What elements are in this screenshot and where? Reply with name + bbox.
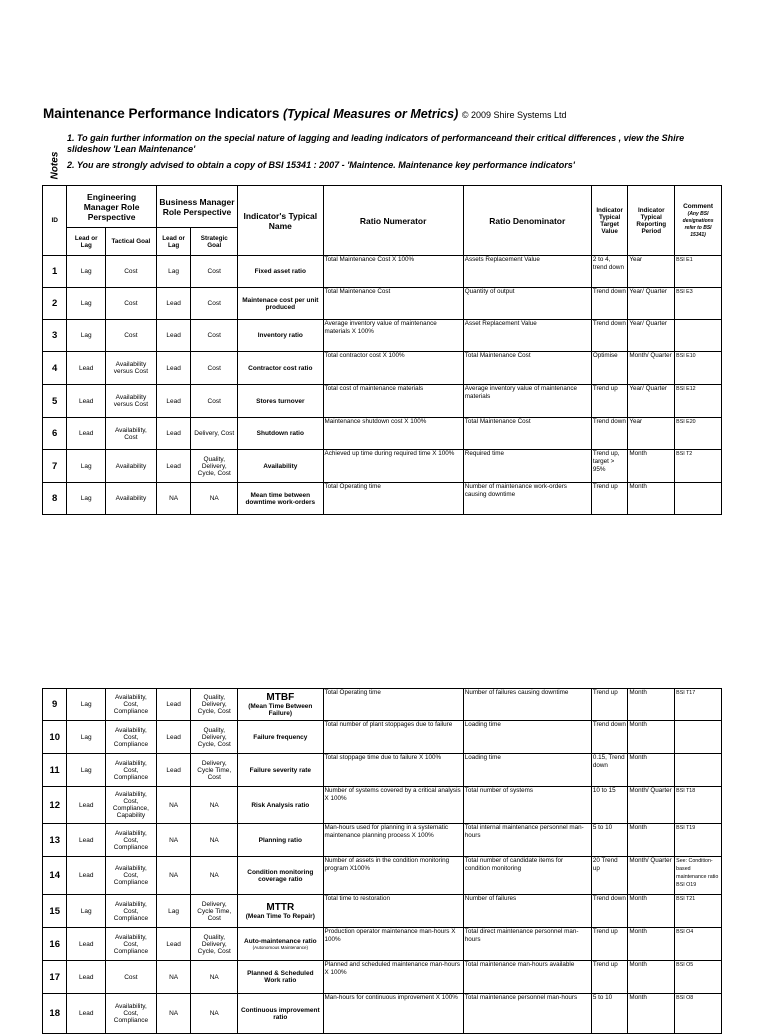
target-value: Trend down bbox=[591, 721, 628, 754]
row-id: 7 bbox=[43, 450, 67, 483]
eng-lead-lag: Lead bbox=[67, 857, 106, 895]
target-value: Trend down bbox=[591, 895, 628, 928]
reporting-period: Month bbox=[628, 754, 675, 787]
header-strategic-goal: Strategic Goal bbox=[191, 228, 238, 256]
bus-lead-lag: NA bbox=[156, 994, 191, 1034]
table-row bbox=[43, 418, 722, 450]
reporting-period: Month bbox=[628, 928, 675, 961]
row-id: 16 bbox=[43, 928, 67, 961]
bus-lead-lag: Lead bbox=[156, 352, 191, 385]
comment: See: Condition-based maintenance ratio BSI O19 bbox=[675, 857, 722, 895]
ratio-denominator: Loading time bbox=[463, 721, 591, 754]
eng-lead-lag: Lead bbox=[67, 928, 106, 961]
tactical-goal: Availability bbox=[106, 450, 157, 483]
bus-lead-lag: NA bbox=[156, 857, 191, 895]
reporting-period: Month bbox=[628, 450, 675, 483]
ratio-numerator: Achieved up time during required time X 100% bbox=[323, 450, 463, 483]
target-value: Trend up bbox=[591, 483, 628, 515]
indicator-name-subtitle: (Mean Time Between Failure) bbox=[248, 703, 313, 717]
indicator-name-text: Auto-maintenance ratio bbox=[244, 938, 317, 945]
target-value: Optimise bbox=[591, 352, 628, 385]
row-id: 10 bbox=[43, 721, 67, 754]
eng-lead-lag: Lag bbox=[67, 483, 106, 515]
comment: BSI E1 bbox=[675, 256, 722, 288]
table-row bbox=[43, 450, 722, 483]
ratio-numerator: Total Maintenance Cost bbox=[323, 288, 463, 320]
table-row bbox=[43, 994, 722, 1034]
reporting-period: Month bbox=[628, 689, 675, 721]
eng-lead-lag: Lag bbox=[67, 721, 106, 754]
table-row bbox=[43, 721, 722, 754]
row-id: 18 bbox=[43, 994, 67, 1034]
bus-lead-lag: NA bbox=[156, 824, 191, 857]
indicator-name bbox=[238, 928, 323, 961]
target-value: 10 to 15 bbox=[591, 787, 628, 824]
target-value: 0.15, Trend down bbox=[591, 754, 628, 787]
target-value: 5 to 10 bbox=[591, 994, 628, 1034]
tactical-goal: Availability, Cost, Compliance bbox=[106, 857, 157, 895]
tactical-goal: Cost bbox=[106, 288, 157, 320]
header-denominator: Ratio Denominator bbox=[463, 186, 591, 256]
target-value: Trend down bbox=[591, 320, 628, 352]
indicator-name: Maintenace cost per unit produced bbox=[238, 288, 323, 320]
strategic-goal: Delivery, Cycle Time, Cost bbox=[191, 895, 238, 928]
ratio-denominator: Asset Replacement Value bbox=[463, 320, 591, 352]
strategic-goal: Quality, Delivery, Cycle, Cost bbox=[191, 689, 238, 721]
strategic-goal: NA bbox=[191, 483, 238, 515]
bus-lead-lag: Lead bbox=[156, 288, 191, 320]
comment bbox=[675, 721, 722, 754]
target-value: Trend down bbox=[591, 288, 628, 320]
comment: BSI E12 bbox=[675, 385, 722, 418]
header-comment bbox=[675, 186, 722, 256]
row-id: 2 bbox=[43, 288, 67, 320]
bus-lead-lag: Lead bbox=[156, 450, 191, 483]
ratio-numerator: Total Maintenance Cost X 100% bbox=[323, 256, 463, 288]
tactical-goal: Availability bbox=[106, 483, 157, 515]
header-name: Indicator's Typical Name bbox=[238, 186, 323, 256]
ratio-numerator: Man-hours for continuous improvement X 100% bbox=[323, 994, 463, 1034]
row-id: 5 bbox=[43, 385, 67, 418]
reporting-period: Year/ Quarter bbox=[628, 288, 675, 320]
ratio-numerator: Production operator maintenance man-hours X 100% bbox=[323, 928, 463, 961]
strategic-goal: Cost bbox=[191, 288, 238, 320]
comment: BSI T18 bbox=[675, 787, 722, 824]
header-comment-note: (Any BSI designations refer to BSI 15341) bbox=[682, 211, 714, 238]
indicator-name-text: MTTR bbox=[266, 902, 295, 913]
row-id: 11 bbox=[43, 754, 67, 787]
ratio-denominator: Assets Replacement Value bbox=[463, 256, 591, 288]
indicator-name-subtitle: (Autonomous Maintenance) bbox=[252, 945, 308, 950]
reporting-period: Month bbox=[628, 961, 675, 994]
ratio-denominator: Total maintenance personnel man-hours bbox=[463, 994, 591, 1034]
indicator-name: Failure frequency bbox=[238, 721, 323, 754]
eng-lead-lag: Lag bbox=[67, 450, 106, 483]
row-id: 4 bbox=[43, 352, 67, 385]
header-comment-label: Comment bbox=[683, 203, 714, 210]
indicator-name: Mean time between downtime work-orders bbox=[238, 483, 323, 515]
strategic-goal: NA bbox=[191, 787, 238, 824]
bus-lead-lag: Lead bbox=[156, 754, 191, 787]
strategic-goal: NA bbox=[191, 857, 238, 895]
reporting-period: Year/ Quarter bbox=[628, 385, 675, 418]
indicator-name: Contractor cost ratio bbox=[238, 352, 323, 385]
reporting-period: Month/ Quarter bbox=[628, 857, 675, 895]
row-id: 9 bbox=[43, 689, 67, 721]
table-row bbox=[43, 754, 722, 787]
row-id: 1 bbox=[43, 256, 67, 288]
comment: BSI E20 bbox=[675, 418, 722, 450]
ratio-denominator: Total Maintenance Cost bbox=[463, 352, 591, 385]
reporting-period: Year/ Quarter bbox=[628, 320, 675, 352]
tactical-goal: Availability, Cost bbox=[106, 418, 157, 450]
table-row bbox=[43, 483, 722, 515]
strategic-goal: Quality, Delivery, Cycle, Cost bbox=[191, 721, 238, 754]
ratio-denominator: Total Maintenance Cost bbox=[463, 418, 591, 450]
bus-lead-lag: NA bbox=[156, 961, 191, 994]
bus-lead-lag: Lead bbox=[156, 721, 191, 754]
indicator-name: Planned & Scheduled Work ratio bbox=[238, 961, 323, 994]
row-id: 14 bbox=[43, 857, 67, 895]
strategic-goal: Quality, Delivery, Cycle, Cost bbox=[191, 450, 238, 483]
header-tactical-goal: Tactical Goal bbox=[106, 228, 157, 256]
ratio-numerator: Planned and scheduled maintenance man-hours X 100% bbox=[323, 961, 463, 994]
eng-lead-lag: Lead bbox=[67, 994, 106, 1034]
ratio-numerator: Total cost of maintenance materials bbox=[323, 385, 463, 418]
indicator-name: Inventory ratio bbox=[238, 320, 323, 352]
indicator-name: Planning ratio bbox=[238, 824, 323, 857]
indicator-name: Continuous improvement ratio bbox=[238, 994, 323, 1034]
tactical-goal: Availability versus Cost bbox=[106, 385, 157, 418]
tactical-goal: Cost bbox=[106, 320, 157, 352]
tactical-goal: Availability, Cost, Compliance bbox=[106, 994, 157, 1034]
ratio-denominator: Number of maintenance work-orders causing downtime bbox=[463, 483, 591, 515]
target-value: Trend up bbox=[591, 961, 628, 994]
strategic-goal: NA bbox=[191, 994, 238, 1034]
header-business: Business Manager Role Perspective bbox=[156, 186, 237, 228]
header-period: Indicator Typical Reporting Period bbox=[628, 186, 675, 256]
ratio-numerator: Total contractor cost X 100% bbox=[323, 352, 463, 385]
ratio-numerator: Total stoppage time due to failure X 100% bbox=[323, 754, 463, 787]
indicator-name bbox=[238, 689, 323, 721]
tactical-goal: Availability versus Cost bbox=[106, 352, 157, 385]
indicator-name-subtitle: (Mean Time To Repair) bbox=[245, 913, 315, 920]
indicator-name: Failure severity rate bbox=[238, 754, 323, 787]
target-value: 5 to 10 bbox=[591, 824, 628, 857]
target-value: Trend down bbox=[591, 418, 628, 450]
bus-lead-lag: Lag bbox=[156, 256, 191, 288]
reporting-period: Month bbox=[628, 483, 675, 515]
indicator-name: Risk Analysis ratio bbox=[238, 787, 323, 824]
note-1: 1. To gain further information on the special nature of lagging and leading indicators of performanceand their critical differences , view the Shire slideshow 'Lean Maintenance' bbox=[67, 133, 685, 154]
eng-lead-lag: Lag bbox=[67, 320, 106, 352]
table-row bbox=[43, 288, 722, 320]
bus-lead-lag: NA bbox=[156, 483, 191, 515]
ratio-numerator: Number of assets in the condition monitoring program X100% bbox=[323, 857, 463, 895]
page-title bbox=[43, 106, 567, 121]
indicator-name: Stores turnover bbox=[238, 385, 323, 418]
ratio-numerator: Total Operating time bbox=[323, 483, 463, 515]
tactical-goal: Availability, Cost, Compliance bbox=[106, 928, 157, 961]
row-id: 12 bbox=[43, 787, 67, 824]
indicator-name-text: MTBF bbox=[266, 692, 295, 703]
comment: BSI O5 bbox=[675, 961, 722, 994]
ratio-denominator: Number of failures causing downtime bbox=[463, 689, 591, 721]
comment: BSI T2 bbox=[675, 450, 722, 483]
reporting-period: Month/ Quarter bbox=[628, 787, 675, 824]
ratio-denominator: Total maintenance man-hours available bbox=[463, 961, 591, 994]
target-value: 20 Trend up bbox=[591, 857, 628, 895]
header-eng-lead-lag: Lead or Lag bbox=[67, 228, 106, 256]
bus-lead-lag: Lead bbox=[156, 320, 191, 352]
table-row bbox=[43, 320, 722, 352]
row-id: 6 bbox=[43, 418, 67, 450]
ratio-denominator: Loading time bbox=[463, 754, 591, 787]
header-id: ID bbox=[43, 186, 67, 256]
table-row bbox=[43, 689, 722, 721]
indicator-name: Availability bbox=[238, 450, 323, 483]
header-bus-lead-lag: Lead or Lag bbox=[156, 228, 191, 256]
bus-lead-lag: Lead bbox=[156, 689, 191, 721]
tactical-goal: Availability, Cost, Compliance bbox=[106, 721, 157, 754]
tactical-goal: Availability, Cost, Compliance, Capability bbox=[106, 787, 157, 824]
strategic-goal: Cost bbox=[191, 385, 238, 418]
bus-lead-lag: NA bbox=[156, 787, 191, 824]
tactical-goal: Cost bbox=[106, 256, 157, 288]
target-value: Trend up bbox=[591, 385, 628, 418]
ratio-denominator: Total number of systems bbox=[463, 787, 591, 824]
tactical-goal: Cost bbox=[106, 961, 157, 994]
ratio-denominator: Average inventory value of maintenance materials bbox=[463, 385, 591, 418]
tactical-goal: Availability, Cost, Compliance bbox=[106, 754, 157, 787]
row-id: 15 bbox=[43, 895, 67, 928]
ratio-numerator: Number of systems covered by a critical analysis X 100% bbox=[323, 787, 463, 824]
strategic-goal: Cost bbox=[191, 320, 238, 352]
table-row bbox=[43, 787, 722, 824]
table-row bbox=[43, 352, 722, 385]
ratio-numerator: Average inventory value of maintenance materials X 100% bbox=[323, 320, 463, 352]
target-value: Trend up bbox=[591, 928, 628, 961]
comment bbox=[675, 483, 722, 515]
eng-lead-lag: Lag bbox=[67, 895, 106, 928]
table-row bbox=[43, 385, 722, 418]
indicator-name bbox=[238, 895, 323, 928]
reporting-period: Month bbox=[628, 895, 675, 928]
comment bbox=[675, 320, 722, 352]
indicator-name: Fixed asset ratio bbox=[238, 256, 323, 288]
ratio-denominator: Total internal maintenance personnel man-hours bbox=[463, 824, 591, 857]
eng-lead-lag: Lead bbox=[67, 418, 106, 450]
kpi-table-1 bbox=[42, 185, 722, 515]
ratio-numerator: Maintenance shutdown cost X 100% bbox=[323, 418, 463, 450]
eng-lead-lag: Lead bbox=[67, 385, 106, 418]
comment: BSI T17 bbox=[675, 689, 722, 721]
table-row bbox=[43, 256, 722, 288]
bus-lead-lag: Lead bbox=[156, 418, 191, 450]
comment: BSI E3 bbox=[675, 288, 722, 320]
header-engineering: Engineering Manager Role Perspective bbox=[67, 186, 156, 228]
table-row bbox=[43, 961, 722, 994]
reporting-period: Month bbox=[628, 721, 675, 754]
eng-lead-lag: Lead bbox=[67, 787, 106, 824]
target-value: Trend up, target > 95% bbox=[591, 450, 628, 483]
strategic-goal: NA bbox=[191, 961, 238, 994]
target-value: Trend up bbox=[591, 689, 628, 721]
eng-lead-lag: Lag bbox=[67, 288, 106, 320]
ratio-denominator: Total direct maintenance personnel man-hours bbox=[463, 928, 591, 961]
kpi-table-2 bbox=[42, 688, 722, 1034]
ratio-denominator: Required time bbox=[463, 450, 591, 483]
header-numerator: Ratio Numerator bbox=[323, 186, 463, 256]
ratio-denominator: Quantity of output bbox=[463, 288, 591, 320]
eng-lead-lag: Lead bbox=[67, 824, 106, 857]
ratio-numerator: Total number of plant stoppages due to failure bbox=[323, 721, 463, 754]
row-id: 17 bbox=[43, 961, 67, 994]
ratio-denominator: Number of failures bbox=[463, 895, 591, 928]
title-subtitle: (Typical Measures or Metrics) bbox=[282, 107, 459, 121]
reporting-period: Year bbox=[628, 256, 675, 288]
row-id: 8 bbox=[43, 483, 67, 515]
strategic-goal: Quality, Delivery, Cycle, Cost bbox=[191, 928, 238, 961]
tactical-goal: Availability, Cost, Compliance bbox=[106, 824, 157, 857]
title-main: Maintenance Performance Indicators bbox=[43, 106, 280, 121]
eng-lead-lag: Lag bbox=[67, 689, 106, 721]
strategic-goal: NA bbox=[191, 824, 238, 857]
note-2: 2. You are strongly advised to obtain a copy of BSI 15341 : 2007 - 'Maintence. Maintenance key performance indicators' bbox=[67, 160, 575, 170]
ratio-denominator: Total number of candidate items for condition monitoring bbox=[463, 857, 591, 895]
tactical-goal: Availability, Cost, Compliance bbox=[106, 689, 157, 721]
reporting-period: Month bbox=[628, 994, 675, 1034]
copyright-text: © 2009 Shire Systems Ltd bbox=[461, 110, 567, 120]
ratio-numerator: Total time to restoration bbox=[323, 895, 463, 928]
row-id: 3 bbox=[43, 320, 67, 352]
table-row bbox=[43, 857, 722, 895]
bus-lead-lag: Lead bbox=[156, 385, 191, 418]
row-id: 13 bbox=[43, 824, 67, 857]
eng-lead-lag: Lead bbox=[67, 961, 106, 994]
comment: BSI O4 bbox=[675, 928, 722, 961]
eng-lead-lag: Lag bbox=[67, 754, 106, 787]
ratio-numerator: Man-hours used for planning in a systematic maintenance planning process X 100% bbox=[323, 824, 463, 857]
bus-lead-lag: Lag bbox=[156, 895, 191, 928]
comment: BSI T21 bbox=[675, 895, 722, 928]
strategic-goal: Cost bbox=[191, 256, 238, 288]
reporting-period: Month bbox=[628, 824, 675, 857]
comment: BSI T19 bbox=[675, 824, 722, 857]
indicator-name: Shutdown ratio bbox=[238, 418, 323, 450]
notes-label: Notes bbox=[49, 151, 61, 180]
strategic-goal: Delivery, Cycle Time, Cost bbox=[191, 754, 238, 787]
reporting-period: Month/ Quarter bbox=[628, 352, 675, 385]
indicator-name: Condition monitoring coverage ratio bbox=[238, 857, 323, 895]
strategic-goal: Cost bbox=[191, 352, 238, 385]
bus-lead-lag: Lead bbox=[156, 928, 191, 961]
table-row bbox=[43, 824, 722, 857]
eng-lead-lag: Lead bbox=[67, 352, 106, 385]
comment bbox=[675, 754, 722, 787]
comment: BSI O8 bbox=[675, 994, 722, 1034]
table-row bbox=[43, 928, 722, 961]
ratio-numerator: Total Operating time bbox=[323, 689, 463, 721]
target-value: 2 to 4, trend down bbox=[591, 256, 628, 288]
comment: BSI E10 bbox=[675, 352, 722, 385]
header-target: Indicator Typical Target Value bbox=[591, 186, 628, 256]
reporting-period: Year bbox=[628, 418, 675, 450]
tactical-goal: Availability, Cost, Compliance bbox=[106, 895, 157, 928]
table-row bbox=[43, 895, 722, 928]
strategic-goal: Delivery, Cost bbox=[191, 418, 238, 450]
eng-lead-lag: Lag bbox=[67, 256, 106, 288]
